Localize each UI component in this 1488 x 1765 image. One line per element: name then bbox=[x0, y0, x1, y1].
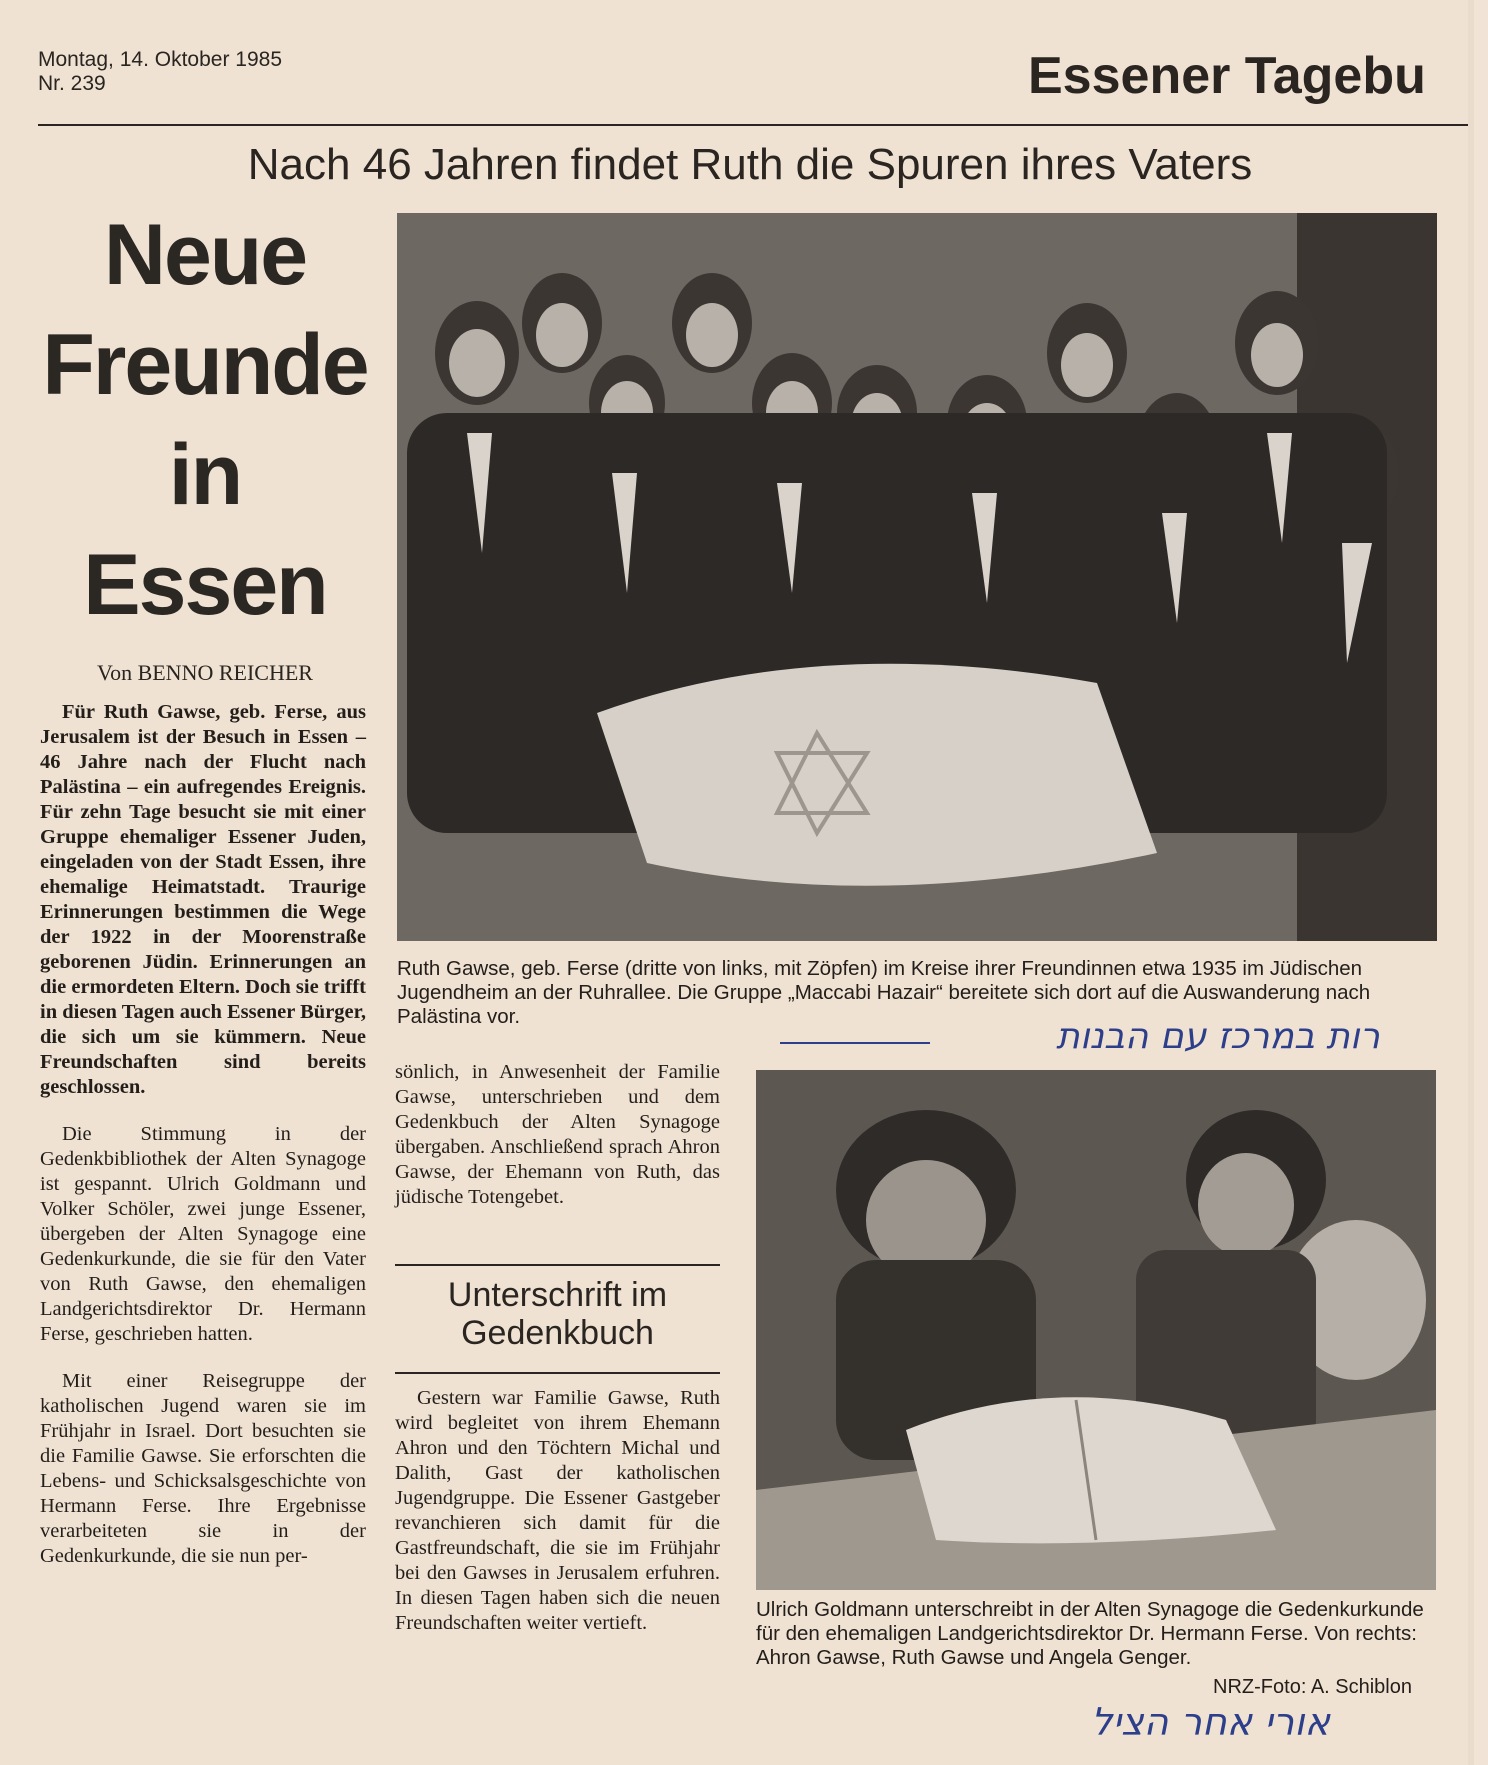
issue-info bbox=[38, 48, 282, 96]
body-paragraph: sönlich, in Anwesenheit der Familie Gawse, unterschrieben und dem Gedenkbuch der Alten Synagoge übergaben. Anschließend sprach Ahron Gawse, der Ehemann von Ruth, das jüdische Totengebet. bbox=[395, 1061, 720, 1208]
group-photo-caption: Ruth Gawse, geb. Ferse (dritte von links, mit Zöpfen) im Kreise ihrer Freundinnen etwa 1935 im Jüdischen Jugendheim an der Ruhrallee. Die Gruppe „Maccabi Hazair“ bereitete sich dort auf die Auswanderung nach Palästina vor. bbox=[397, 957, 1371, 1028]
article-kicker: Nach 46 Jahren findet Ruth die Spuren ihres Vaters bbox=[247, 140, 1253, 189]
subhead-rule-top bbox=[395, 1264, 720, 1266]
top-rule bbox=[38, 124, 1468, 126]
article-headline bbox=[40, 200, 370, 640]
group-photo bbox=[397, 213, 1437, 941]
body-paragraph: Mit einer Reisegruppe der katholischen Jugend waren sie im Frühjahr in Israel. Dort besuchten sie die Familie Gawse. Sie erforschten die Lebens- und Schicksalsgeschichte von Hermann Ferse. Ihre Ergebnisse verarbeiteten sie in der Gedenkurkunde, die sie nun per- bbox=[40, 1370, 366, 1567]
article-column-2 bbox=[395, 1060, 720, 1232]
photo-credit: NRZ-Foto: A. Schiblon bbox=[1213, 1676, 1412, 1698]
article-column-1 bbox=[40, 700, 366, 1591]
headline-line: Freunde bbox=[42, 317, 368, 413]
body-paragraph: Gestern war Familie Gawse, Ruth wird begleitet von ihrem Ehemann Ahron und den Töchtern Michal und Dalith, Gast der katholischen Jugendgruppe. Die Essener Gastgeber revanchieren sich damit für die Gastfreundschaft, die sie im Frühjahr bei den Gawses in Jerusalem erfuhren. In diesen Tagen haben sich die neuen Freundschaften weiter vertieft. bbox=[395, 1387, 720, 1634]
issue-date: Montag, 14. Oktober 1985 bbox=[38, 48, 282, 71]
headline-line: Essen bbox=[83, 537, 327, 633]
subhead-rule-bottom bbox=[395, 1372, 720, 1374]
signing-photo-graphic bbox=[756, 1070, 1436, 1590]
headline-line: Neue bbox=[103, 207, 307, 303]
handwritten-note: רות במרכז עם הבנות bbox=[1056, 1016, 1380, 1057]
issue-number: Nr. 239 bbox=[38, 72, 106, 95]
signing-photo-caption: Ulrich Goldmann unterschreibt in der Alten Synagoge die Gedenkurkunde für den ehemaligen Landgerichtsdirektor Dr. Hermann Ferse. Von rechts: Ahron Gawse, Ruth Gawse und Angela Genger. bbox=[756, 1598, 1424, 1669]
group-photo-graphic bbox=[397, 213, 1437, 941]
article-column-3 bbox=[395, 1386, 720, 1658]
byline: Von BENNO REICHER bbox=[97, 660, 313, 685]
handwritten-note: אורי אחר הציל bbox=[1090, 1700, 1330, 1744]
masthead: Essener Tagebu bbox=[1028, 47, 1426, 105]
handwritten-underline bbox=[780, 1042, 930, 1044]
body-paragraph: Die Stimmung in der Gedenkbibliothek der Alten Synagoge ist gespannt. Ulrich Goldmann und Volker Schöler, zwei junge Essener, übergeben der Alten Synagoge eine Gedenkurkunde, die sie für den Vater von Ruth Gawse, den ehemaligen Landgerichtsdirektor Dr. Hermann Ferse, geschrieben hatten. bbox=[40, 1123, 366, 1345]
headline-line: in bbox=[168, 427, 242, 523]
signing-photo bbox=[756, 1070, 1436, 1590]
subheading: Unterschrift im Gedenkbuch bbox=[447, 1276, 668, 1352]
lead-paragraph: Für Ruth Gawse, geb. Ferse, aus Jerusalem ist der Besuch in Essen – 46 Jahre nach der Flucht nach Palästina – ein aufregendes Ereignis. Für zehn Tage besucht sie mit einer Gruppe ehemaliger Essener Juden, eingeladen von der Stadt Essen, ihre ehemalige Heimatstadt. Traurige Erinnerungen bestimmen die Wege der 1922 in der Moorenstraße geborenen Jüdin. Erinnerungen an die ermordeten Eltern. Doch sie trifft in diesen Tagen auch Essener Bürger, die sich um sie kümmern. Neue Freundschaften sind bereits geschlossen. bbox=[40, 701, 366, 1098]
